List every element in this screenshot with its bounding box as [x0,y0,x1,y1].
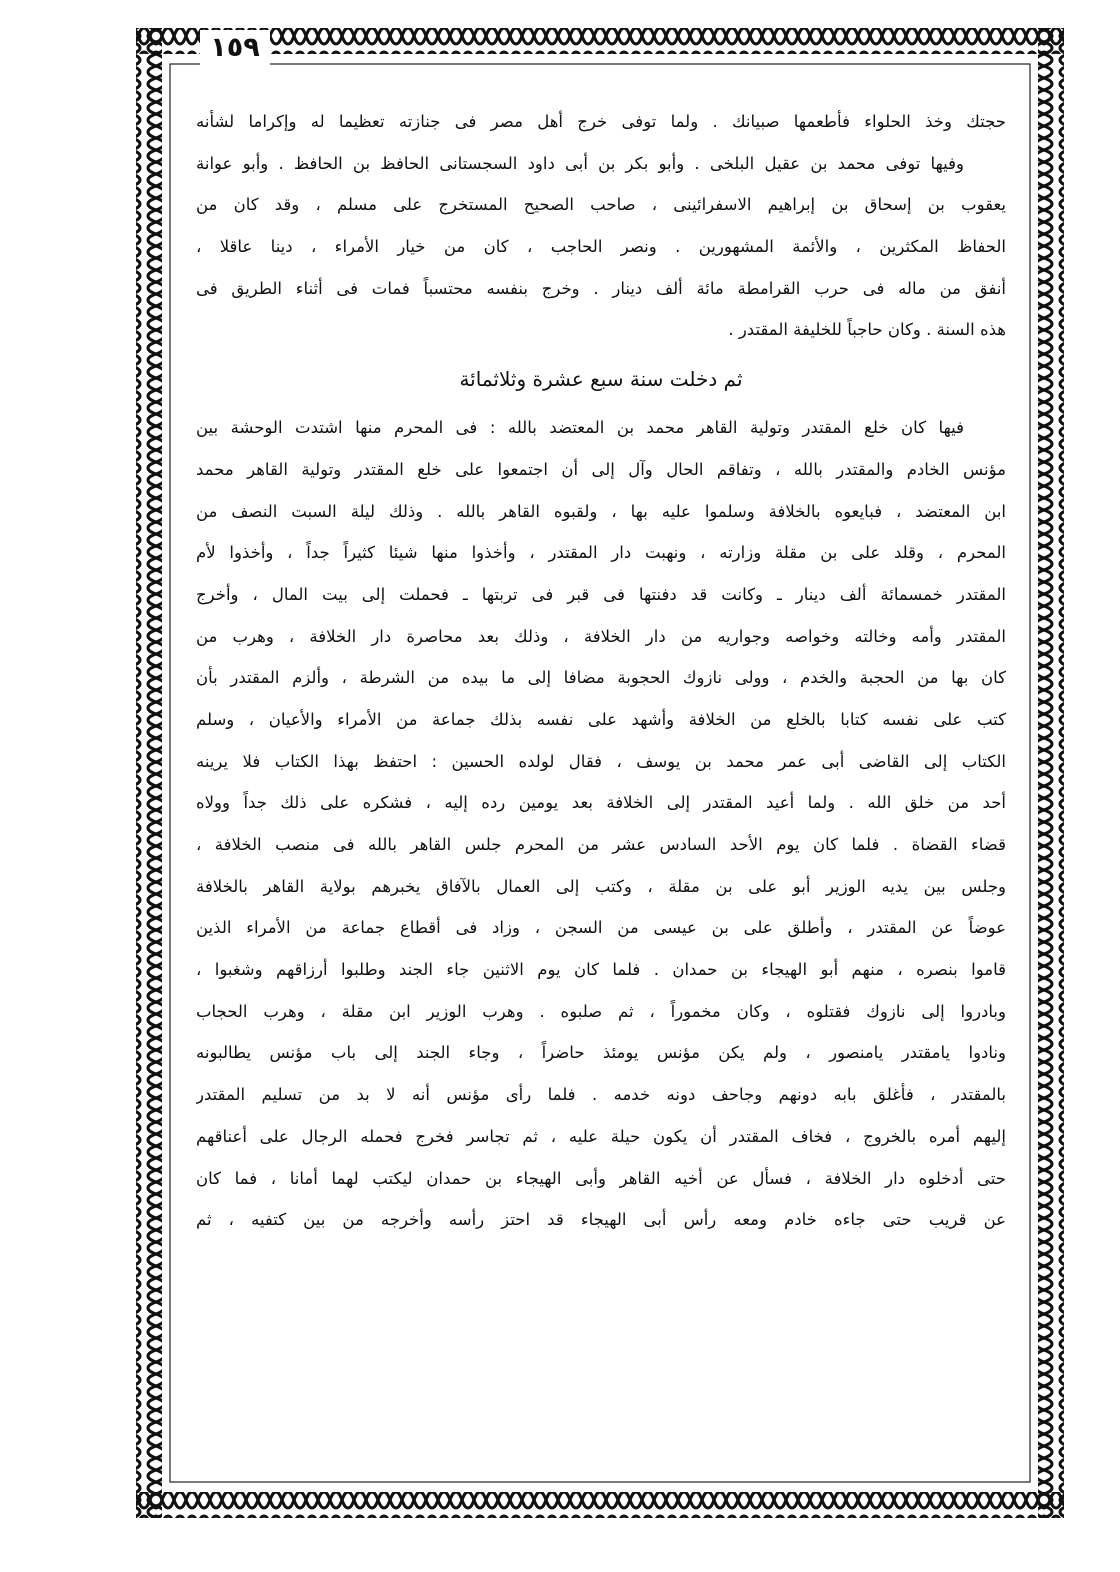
text-line: ونادوا يامقتدر يامنصور ، ولم يكن مؤنس يومئذ حاضراً ، وجاء الجند إلى باب مؤنس يطالبونه [196,1043,1006,1063]
page-number: ١٥٩ [200,30,270,66]
text-line: قاموا بنصره ، منهم أبو الهيجاء بن حمدان . فلما كان يوم الاثنين جاء الجند وطلبوا أرزاقهم وشغبوا ، [196,960,1006,980]
text-line: بالمقتدر ، فأغلق بابه دونهم وجاحف دونه خدمه . فلما رأى مؤنس أنه لا بد من تسليم المقتدر [196,1085,1006,1105]
text-line: المقتدر وأمه وخالته وخواصه وجواريه من دار الخلافة ، وذلك بعد محاصرة دار الخلافة ، وهرب من [196,626,1006,646]
text-line: الحفاظ المكثرين ، والأئمة المشهورين . ونصر الحاجب ، كان من خيار الأمراء ، دينا عاقلا ، [196,237,1006,257]
section-heading: ثم دخلت سنة سبع عشرة وثلاثمائة [459,367,743,392]
text-line: المقتدر خمسمائة ألف دينار ـ وكانت قد دفنتها فى قبر فى تربتها ـ فحملت إلى بيت المال ، وأخرج [196,584,1006,604]
text-line: هذه السنة . وكان حاجباً للخليفة المقتدر . [728,320,1006,340]
text-line: وفيها توفى محمد بن عقيل البلخى . وأبو بكر بن أبى داود السجستانى الحافظ بن الحافظ . وأبو عوانة [196,153,964,173]
text-line: كتب على نفسه كتابا بالخلع من الخلافة وأشهد على نفسه بذلك جماعة من الأمراء والأعيان ، وسلم [196,709,1006,729]
text-line: فيها كان خلع المقتدر وتولية القاهر محمد بن المعتضد بالله : فى المحرم منها اشتدت الوحشة بين [196,418,964,438]
text-line: حتى أدخلوه دار الخلافة ، فسأل عن أخيه القاهر وأبى الهيجاء بن حمدان ليكتب لهما أمانا ، فما كان [196,1168,1006,1188]
text-line: وبادروا إلى نازوك فقتلوه ، وكان مخموراً ، ثم صلبوه . وهرب الوزير ابن مقلة ، وهرب الحجاب [196,1001,1006,1021]
text-line: أنفق من ماله فى حرب القرامطة مائة ألف دينار . وخرج بنفسه محتسباً فمات فى أثناء الطريق فى [196,278,1006,298]
text-line: ابن المعتضد ، فبايعوه بالخلافة وسلموا عليه بها ، ولقبوه القاهر بالله . وذلك ليلة السبت النصف من [196,501,1006,521]
text-line: مؤنس الخادم والمقتدر بالله ، وتفاقم الحال وآل إلى أن اجتمعوا على خلع المقتدر وتولية القاهر محمد [196,459,1006,479]
text-line: قضاء القضاة . فلما كان يوم الأحد السادس عشر من المحرم جلس القاهر بالله فى منصب الخلافة ، [196,835,1006,854]
text-line: كان بها من الحجبة والخدم ، وولى نازوك الحجوبة مضافا إلى ما بيده من الشرطة ، وألزم المقتدر بأن [196,668,1006,688]
text-line: عن قريب حتى جاءه خادم ومعه رأس أبى الهيجاء قد احتز رأسه وأخرجه من بين كتفيه ، ثم [196,1210,1006,1230]
text-line: عوضاً عن المقتدر ، وأطلق على بن عيسى من السجن ، وزاد فى أقطاع جماعة من الأمراء الذين [196,918,1006,938]
paragraph-2 [196,407,1006,1241]
paragraph-1 [196,101,1006,351]
text-line: الكتاب إلى القاضى أبى عمر محمد بن يوسف ، فقال لولده الحسين : احتفظ بهذا الكتاب فلا يرينه [196,751,1006,771]
text-line: إليهم أمره بالخروج ، فخاف المقتدر أن يكون حيلة عليه ، ثم تجاسر فخرج فحمله الرجال على أعناقهم [196,1126,1006,1146]
text-line: حجتك وخذ الحلواء فأطعمها صبيانك . ولما توفى خرج أهل مصر فى جنازته تعظيما له وإكراما لشأنه [196,112,1006,131]
page-text [196,101,1006,1241]
text-line: المحرم ، وقلد على بن مقلة وزارته ، ونهبت دار المقتدر ، وأخذوا منها شيئا كثيراً جداً ، وأخذوا لأم [196,543,1006,563]
text-line: أحد من خلق الله . ولما أعيد المقتدر إلى الخلافة بعد يومين رده إليه ، فشكره على ذلك جداً وولاه [196,793,1006,813]
text-line: وجلس بين يديه الوزير أبو على بن مقلة ، وكتب إلى العمال بالآفاق يخبرهم بولاية القاهر بالخلافة [196,876,1006,896]
text-line: يعقوب بن إسحاق بن إبراهيم الاسفرائينى ، صاحب الصحيح المستخرج على مسلم ، وقد كان من [196,195,1006,215]
